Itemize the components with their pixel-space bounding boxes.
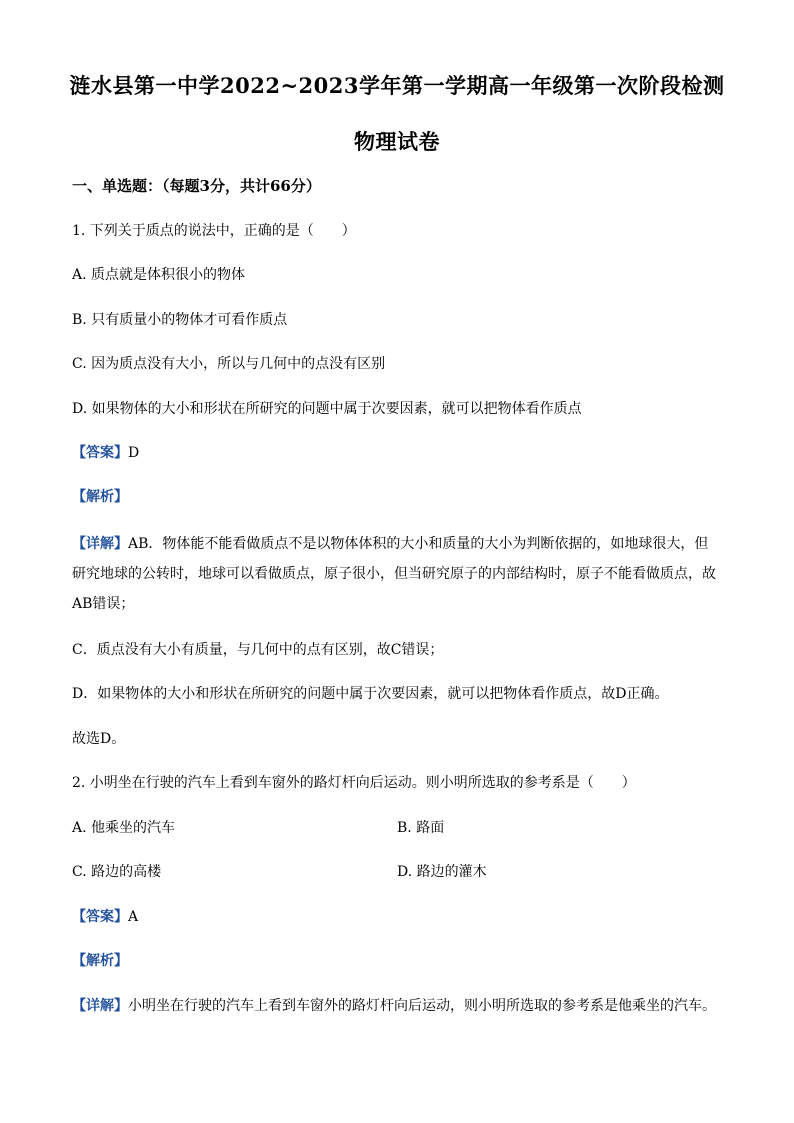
question-2-option-d: D. 路边的灌木 [397, 864, 487, 880]
answer-value: A [128, 909, 139, 925]
question-1-conclusion: 故选D。 [72, 731, 126, 747]
question-2-answer [72, 903, 732, 931]
question-2-option-a: A. 他乘坐的汽车 [72, 820, 176, 836]
question-2-detail [72, 992, 732, 1020]
analysis-label: 【解析】 [72, 953, 128, 969]
analysis-label: 【解析】 [72, 489, 128, 505]
question-1-detail-c: C．质点没有大小有质量，与几何中的点有区别，故C错误； [72, 642, 444, 658]
detail-label: 【详解】 [72, 536, 128, 552]
question-1-detail-ab [72, 529, 722, 619]
question-1-detail-d: D．如果物体的大小和形状在所研究的问题中属于次要因素，就可以把物体看作质点，故D正确。 [72, 686, 669, 702]
question-1-answer [72, 439, 732, 467]
section-heading: 一、单选题：（每题3分，共计66分） [72, 177, 321, 195]
question-2-option-c: C. 路边的高楼 [72, 864, 162, 880]
answer-label: 【答案】 [72, 445, 128, 461]
document-title: 涟水县第一中学2022~2023学年第一学期高一年级第一次阶段检测 [69, 73, 725, 98]
document-subtitle: 物理试卷 [354, 129, 440, 154]
question-1-option-c: C. 因为质点没有大小，所以与几何中的点没有区别 [72, 356, 386, 372]
question-1-option-a: A. 质点就是体积很小的物体 [72, 267, 246, 283]
detail-text: 小明坐在行驶的汽车上看到车窗外的路灯杆向后运动，则小明所选取的参考系是他乘坐的汽车。 [128, 998, 716, 1014]
detail-label: 【详解】 [72, 998, 128, 1014]
question-2-option-b: B. 路面 [397, 820, 445, 836]
question-2-analysis [72, 947, 732, 975]
question-1-option-b: B. 只有质量小的物体才可看作质点 [72, 312, 288, 328]
question-2-stem: 2. 小明坐在行驶的汽车上看到车窗外的路灯杆向后运动。则小明所选取的参考系是（ ） [72, 775, 636, 791]
detail-text: AB．物体能不能看做质点不是以物体体积的大小和质量的大小为判断依据的，如地球很大，但研究地球的公转时，地球可以看做质点，原子很小，但当研究原子的内部结构时，原子不能看做质点，故AB错误； [72, 536, 716, 612]
question-1-analysis [72, 483, 732, 511]
question-1-stem: 1. 下列关于质点的说法中，正确的是（ ） [72, 223, 356, 239]
question-1-option-d: D. 如果物体的大小和形状在所研究的问题中属于次要因素，就可以把物体看作质点 [72, 401, 582, 417]
answer-value: D [128, 445, 140, 461]
answer-label: 【答案】 [72, 909, 128, 925]
